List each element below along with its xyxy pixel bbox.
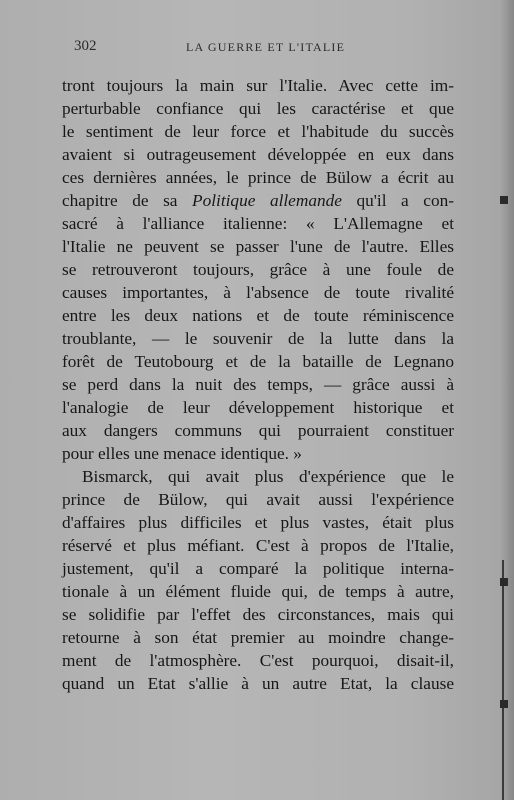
text-line: troublante, — le souvenir de la lutte dans la [62,329,454,348]
text-line: quand un Etat s'allie à un autre Etat, la clause [62,674,454,693]
text-line: se retrouveront toujours, grâce à une foule de [62,260,454,279]
text-line: l'analogie de leur développement historique et [62,398,454,417]
page-number: 302 [74,38,97,54]
edge-mark [500,700,508,708]
text-line: réservé et plus méfiant. C'est à propos de l'Italie, [62,536,454,555]
text-line: retourne à son état premier au moindre change- [62,628,454,647]
text-line: perturbable confiance qui les caractérise et que [62,99,454,118]
body-text [62,74,454,695]
text-line: se solidifie par l'effet des circonstances, mais qui [62,605,454,624]
text-line-with-italic-title: chapitre de sa Politique allemande qu'il a con- [62,191,454,210]
text-line: ces dernières années, le prince de Bülow a écrit au [62,168,454,187]
text-line: entre les deux nations et de toute réminiscence [62,306,454,325]
text-line: tront toujours la main sur l'Italie. Avec cette im- [62,76,454,95]
text-line: avaient si outrageusement développée en eux dans [62,145,454,164]
text-line: aux dangers communs qui pourraient constituer [62,421,454,440]
binding-edge [502,560,504,800]
edge-mark [500,578,508,586]
text-line: prince de Bülow, qui avait aussi l'expérience [62,490,454,509]
text-line-paragraph-start: Bismarck, qui avait plus d'expérience que le [82,467,454,486]
text-line: tionale à un élément fluide qui, de temps à autre, [62,582,454,601]
text-line: causes importantes, à l'absence de toute rivalité [62,283,454,302]
edge-mark [500,196,508,204]
text-line: le sentiment de leur force et l'habitude du succès [62,122,454,141]
text-line: ment de l'atmosphère. C'est pourquoi, disait-il, [62,651,454,670]
page-header [74,38,444,58]
text-line: se perd dans la nuit des temps, — grâce aussi à [62,375,454,394]
text-line: sacré à l'alliance italienne: « L'Allemagne et [62,214,454,233]
running-title: LA GUERRE ET L'ITALIE [186,40,346,54]
text-line: justement, qu'il a comparé la politique interna- [62,559,454,578]
text-line: forêt de Teutobourg et de la bataille de Legnano [62,352,454,371]
text-line-paragraph-end: pour elles une menace identique. » [62,444,302,463]
text-line: d'affaires plus difficiles et plus vastes, était plus [62,513,454,532]
text-line: l'Italie ne peuvent se passer l'une de l'autre. Elles [62,237,454,256]
